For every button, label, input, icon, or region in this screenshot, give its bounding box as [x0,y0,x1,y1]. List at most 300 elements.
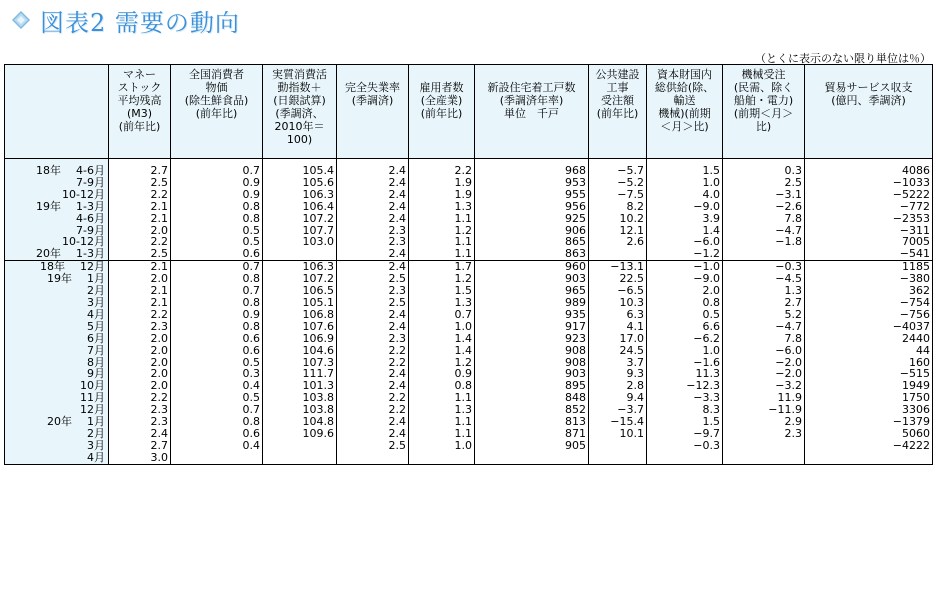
table-cell: 2.6 [589,236,647,248]
header-cell: 新設住宅着工戸数 (季調済年率) 単位 千戸 [475,65,589,159]
table-cell: 2.5 [109,248,171,260]
table-cell: 2.0 [109,225,171,237]
table-cell: 106.5 [263,285,337,297]
table-cell: −11.9 [723,404,805,416]
row-label [5,189,109,201]
table-cell: 1.7 [409,261,475,273]
header-cell: 機械受注 (民需、除く 船舶・電力) (前期＜月＞ 比) [723,65,805,159]
table-cell: 0.8 [171,213,263,225]
table-cell: 2.2 [109,392,171,404]
table-row [5,201,933,213]
table-cell: 5.2 [723,309,805,321]
table-cell: 1.5 [409,285,475,297]
table-cell [589,248,647,260]
table-cell: 1.5 [647,165,723,177]
table-cell: 2.4 [337,177,409,189]
row-year: 18年 [40,260,65,274]
table-cell: 989 [475,297,589,309]
table-cell: 9.3 [589,368,647,380]
table-cell: 848 [475,392,589,404]
table-cell: 0.6 [171,345,263,357]
table-cell: 0.9 [171,177,263,189]
table-cell: −4.7 [723,225,805,237]
table-cell: −772 [805,201,933,213]
table-cell: 5060 [805,428,933,440]
table-cell: 923 [475,333,589,345]
table-cell: 111.7 [263,368,337,380]
table-cell: −1379 [805,416,933,428]
table-cell: −5222 [805,189,933,201]
table-cell: 103.0 [263,236,337,248]
table-cell: 2.0 [109,368,171,380]
row-period: 12月 [80,260,105,274]
table-cell: −9.0 [647,273,723,285]
table-cell: 0.8 [409,380,475,392]
table-cell: 0.9 [409,368,475,380]
table-cell: 10.2 [589,213,647,225]
table-cell: 3306 [805,404,933,416]
table-cell: 106.3 [263,189,337,201]
table-cell: 2.4 [337,248,409,260]
table-cell: −4222 [805,440,933,452]
table-cell: 10.1 [589,428,647,440]
table-cell: −2.0 [723,357,805,369]
table-cell: 2.5 [337,273,409,285]
table-row [5,333,933,345]
table-cell [475,452,589,464]
table-cell: 6.3 [589,309,647,321]
table-cell: 2.2 [109,309,171,321]
table-row [5,452,933,464]
row-label [5,201,109,213]
table-cell: 104.8 [263,416,337,428]
table-cell: 2.4 [337,261,409,273]
table-cell: −541 [805,248,933,260]
table-cell: 7.8 [723,213,805,225]
table-cell: 105.4 [263,165,337,177]
header-cell [5,65,109,159]
table-cell: 103.8 [263,404,337,416]
table-cell: 2.7 [109,440,171,452]
table-cell: 0.3 [171,368,263,380]
table-cell: 2.4 [109,428,171,440]
table-row [5,213,933,225]
table-cell: 2.3 [337,285,409,297]
table-cell: −4.7 [723,321,805,333]
table-cell: 813 [475,416,589,428]
table-cell: −515 [805,368,933,380]
row-year: 18年 [36,164,62,177]
table-cell [589,440,647,452]
table-cell: 8.2 [589,201,647,213]
table-cell: 956 [475,201,589,213]
row-period: 3月 [87,295,105,309]
table-cell [805,452,933,464]
row-label [5,321,109,333]
table-cell [409,452,475,464]
table-cell: 0.7 [171,165,263,177]
table-cell: 1.9 [409,177,475,189]
table-cell [647,452,723,464]
table-cell: 106.8 [263,309,337,321]
table-cell: 935 [475,309,589,321]
table-cell: 1.1 [409,416,475,428]
table-cell: 4.0 [647,189,723,201]
table-cell: 2.2 [109,189,171,201]
table-cell: 22.5 [589,273,647,285]
table-cell: 1.0 [647,177,723,189]
table-cell: 0.7 [171,285,263,297]
table-cell: 2.4 [337,321,409,333]
table-cell: 1.2 [409,273,475,285]
table-cell: 362 [805,285,933,297]
table-cell: −4037 [805,321,933,333]
row-period: 11月 [80,391,105,405]
header-cell: マネー ストック 平均残高 (M3) (前年比) [109,65,171,159]
table-cell: −756 [805,309,933,321]
header-cell: 貿易サービス収支 (億円、季調済) [805,65,933,159]
row-period: 10月 [80,379,105,393]
table-cell: 104.6 [263,345,337,357]
table-cell: 1.4 [409,333,475,345]
table-cell: −2.0 [723,368,805,380]
table-cell [263,452,337,464]
table-cell: 0.6 [171,248,263,260]
table-cell: 2.2 [337,392,409,404]
table-cell: 105.6 [263,177,337,189]
row-label [5,333,109,345]
table-cell: 865 [475,236,589,248]
row-period: 8月 [87,355,105,369]
table-cell [263,440,337,452]
table-row [5,440,933,452]
table-cell: 871 [475,428,589,440]
page-title: 図表2 需要の動向 [40,8,240,37]
table-cell: 24.5 [589,345,647,357]
row-period: 7月 [87,343,105,357]
table-cell: −9.0 [647,201,723,213]
table-cell: 2.3 [109,321,171,333]
table-cell: 2.5 [109,177,171,189]
table-cell: 2.1 [109,201,171,213]
table-cell: 2.0 [109,380,171,392]
table-cell [723,440,805,452]
row-period: 4月 [87,450,105,464]
table-cell: 0.8 [171,321,263,333]
table-cell: 0.5 [171,225,263,237]
title-bar [6,4,240,36]
table-cell: 107.2 [263,213,337,225]
table-cell: 1750 [805,392,933,404]
table-cell: 0.5 [171,236,263,248]
table-cell: 2.3 [109,416,171,428]
table-row [5,248,933,260]
table-cell: −5.2 [589,177,647,189]
header-cell: 雇用者数 (全産業) (前年比) [409,65,475,159]
table-cell: 2.1 [109,285,171,297]
table-cell: 2.2 [337,345,409,357]
table-cell: 2.2 [337,404,409,416]
row-label [5,213,109,225]
table-row [5,309,933,321]
row-period: 7-9月 [76,223,105,237]
row-period: 2月 [87,426,105,440]
table-cell: −3.2 [723,380,805,392]
table-cell: 0.7 [409,309,475,321]
table-cell: 2.5 [723,177,805,189]
table-cell: 12.1 [589,225,647,237]
table-cell: 2.3 [337,333,409,345]
table-row [5,345,933,357]
table-cell: −754 [805,297,933,309]
row-period: 9月 [87,367,105,381]
table-cell: 0.5 [171,357,263,369]
table-cell: −2.6 [723,201,805,213]
row-period: 4月 [87,307,105,321]
table-cell: 925 [475,213,589,225]
header-cell: 全国消費者 物価 (除生鮮食品) (前年比) [171,65,263,159]
row-label [5,440,109,452]
table-cell: −1.6 [647,357,723,369]
table-cell: 0.7 [171,404,263,416]
table-cell: 1.2 [409,357,475,369]
table-cell: 863 [475,248,589,260]
table-cell: 4086 [805,165,933,177]
table-cell: 968 [475,165,589,177]
row-label [5,248,109,260]
row-period: 1月 [87,272,105,286]
table-cell: −12.3 [647,380,723,392]
row-period: 3月 [87,438,105,452]
row-period: 12月 [80,403,105,417]
row-period: 7-9月 [76,175,105,189]
table-cell: 2.4 [337,428,409,440]
table-cell: 1185 [805,261,933,273]
table-cell: 1.4 [409,345,475,357]
table-cell: 0.8 [171,297,263,309]
table-cell: 2.0 [109,273,171,285]
table-cell: 107.3 [263,357,337,369]
table-cell: 2.7 [109,165,171,177]
table-cell: 107.2 [263,273,337,285]
table-cell: 109.6 [263,428,337,440]
table-cell: 107.7 [263,225,337,237]
table-cell: 1.3 [409,297,475,309]
table-cell: 2.4 [337,368,409,380]
table-cell: 906 [475,225,589,237]
table-cell: 2.0 [109,345,171,357]
table-cell: 0.6 [171,333,263,345]
row-period: 4-6月 [76,211,105,225]
table-cell: 908 [475,345,589,357]
table-cell: −7.5 [589,189,647,201]
table-cell: 2.7 [723,297,805,309]
table-cell: 3.7 [589,357,647,369]
table-cell: 2.5 [337,440,409,452]
table-cell: 0.4 [171,440,263,452]
table-cell: 44 [805,345,933,357]
table-cell: 2.4 [337,213,409,225]
table-cell: 2.4 [337,309,409,321]
table-cell: −9.7 [647,428,723,440]
table-cell: 1.0 [647,345,723,357]
row-label [5,452,109,464]
table-cell: 1949 [805,380,933,392]
table-cell: 10.3 [589,297,647,309]
table-cell: 2.2 [409,165,475,177]
table-cell: −6.2 [647,333,723,345]
table-cell: 3.9 [647,213,723,225]
table-cell: 2.1 [109,261,171,273]
table-cell: 1.9 [409,189,475,201]
table-cell: 0.9 [171,189,263,201]
table-cell: 2.0 [109,357,171,369]
table-cell: 2440 [805,333,933,345]
table-cell: −3.1 [723,189,805,201]
row-year: 19年 [36,199,62,213]
table-cell: −3.3 [647,392,723,404]
table-cell: −13.1 [589,261,647,273]
table-cell: −380 [805,273,933,285]
row-year: 20年 [47,415,72,429]
table-cell: 3.0 [109,452,171,464]
table-cell: 0.3 [723,165,805,177]
table-cell: 6.6 [647,321,723,333]
table-cell: 953 [475,177,589,189]
table-cell [723,452,805,464]
table-cell: 0.7 [171,261,263,273]
table-cell: 2.4 [337,189,409,201]
table-cell: −1033 [805,177,933,189]
table-cell: 1.3 [723,285,805,297]
table-row [5,189,933,201]
table-cell: 0.8 [171,273,263,285]
row-year: 19年 [47,272,72,286]
row-period: 2月 [87,284,105,298]
table-cell: −311 [805,225,933,237]
row-label [5,345,109,357]
table-cell: 107.6 [263,321,337,333]
table-cell: 2.4 [337,165,409,177]
row-period: 1-3月 [76,199,105,213]
table-cell: 852 [475,404,589,416]
table-cell: 1.0 [409,440,475,452]
table-cell: 1.1 [409,428,475,440]
table-cell: −4.5 [723,273,805,285]
table-cell: 1.1 [409,236,475,248]
row-period: 10-12月 [62,187,105,201]
header-cell: 実質消費活 動指数＋ (日銀試算) (季調済、 2010年＝100) [263,65,337,159]
table-cell: −2353 [805,213,933,225]
table-cell: 1.3 [409,404,475,416]
table-row [5,321,933,333]
table-cell: 0.8 [171,416,263,428]
table-cell: −3.7 [589,404,647,416]
header-cell: 資本財国内 総供給(除、 輸送 機械)(前期 ＜月＞比) [647,65,723,159]
table-cell: 2.3 [337,225,409,237]
table-cell: 0.5 [171,392,263,404]
table-cell: 1.0 [409,321,475,333]
table-cell: 0.9 [171,309,263,321]
table-cell: 0.6 [171,428,263,440]
table-cell: 1.5 [647,416,723,428]
unit-note: （とくに表示のない限り単位は％） [755,52,931,65]
table-cell: 1.1 [409,248,475,260]
table-cell [263,248,337,260]
table-cell: 2.0 [109,333,171,345]
diamond-icon [12,11,30,29]
table-cell: 960 [475,261,589,273]
table-cell: 2.1 [109,213,171,225]
table-cell: 106.3 [263,261,337,273]
table-cell: −6.0 [647,236,723,248]
table-cell: 160 [805,357,933,369]
table-cell: 7005 [805,236,933,248]
table-cell: 2.5 [337,297,409,309]
table-cell: 9.4 [589,392,647,404]
table-cell: 2.2 [109,236,171,248]
table-cell: 917 [475,321,589,333]
table-cell: 0.5 [647,309,723,321]
table-cell: 905 [475,440,589,452]
table-cell: −1.2 [647,248,723,260]
table-cell: 1.1 [409,392,475,404]
table-cell: −0.3 [647,440,723,452]
row-period: 10-12月 [62,235,105,249]
table-cell [171,452,263,464]
row-period: 4-6月 [76,164,105,177]
table-cell: 2.3 [109,404,171,416]
table-cell: 2.2 [337,357,409,369]
header-row [5,65,933,159]
table-cell: 2.0 [647,285,723,297]
table-cell: 17.0 [589,333,647,345]
table-cell: 4.1 [589,321,647,333]
table-cell: 2.4 [337,201,409,213]
table-cell: 106.4 [263,201,337,213]
table-cell: 2.1 [109,297,171,309]
table-cell: 2.9 [723,416,805,428]
table-cell: 105.1 [263,297,337,309]
table-cell: 8.3 [647,404,723,416]
table-cell: 965 [475,285,589,297]
table-cell: 11.9 [723,392,805,404]
table-cell: 106.9 [263,333,337,345]
row-period: 1月 [87,415,105,429]
table-cell [589,452,647,464]
row-period: 6月 [87,331,105,345]
table-cell: −5.7 [589,165,647,177]
table-cell: 2.4 [337,416,409,428]
table-cell: 1.3 [409,201,475,213]
table-cell: 895 [475,380,589,392]
table-cell: 0.8 [171,201,263,213]
table-cell: 2.3 [337,236,409,248]
table-cell [723,248,805,260]
row-year: 20年 [36,247,62,261]
table-cell: −1.0 [647,261,723,273]
table-cell: 101.3 [263,380,337,392]
table-cell: −0.3 [723,261,805,273]
table-cell: −6.0 [723,345,805,357]
table-cell: 955 [475,189,589,201]
table-cell: 0.4 [171,380,263,392]
table-cell: 903 [475,273,589,285]
table-cell: 2.4 [337,380,409,392]
table-cell: 1.4 [647,225,723,237]
header-cell: 完全失業率 (季調済) [337,65,409,159]
table-cell: −6.5 [589,285,647,297]
